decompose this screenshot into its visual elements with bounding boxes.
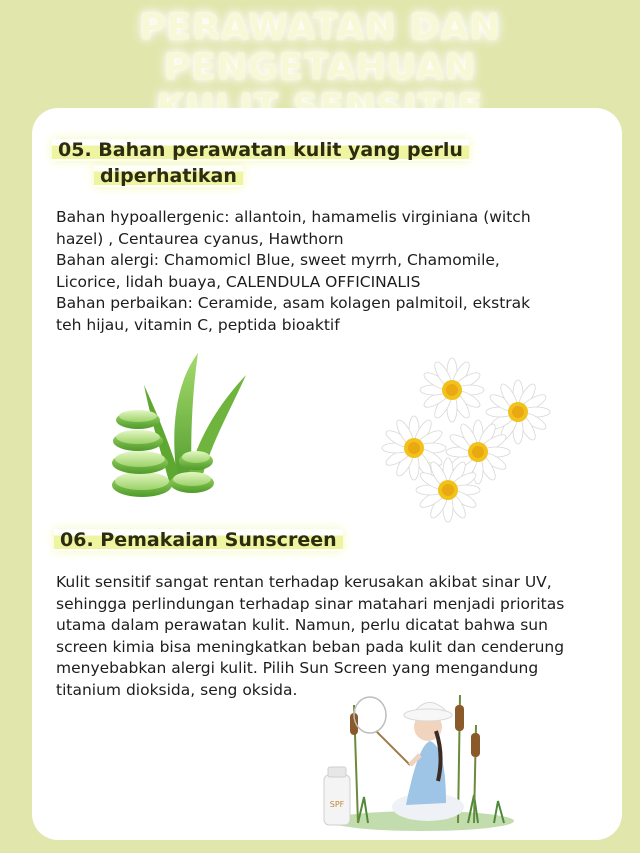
section-heading-ingredients — [52, 138, 522, 188]
section-heading-sunscreen: 06. Pemakaian Sunscreen — [54, 528, 343, 552]
sunscreen-line: titanium dioksida, seng oksida. — [56, 680, 298, 699]
section-heading-ingredients-line-2: diperhatikan — [94, 165, 243, 187]
page-title-line-1: PERAWATAN DAN PENGETAHUAN — [139, 7, 501, 88]
sunscreen-line: sehingga perlindungan terhadap sinar matahari menjadi prioritas — [56, 594, 565, 613]
sunscreen-line: menyebabkan alergi kulit. Pilih Sun Screen yang mengandung — [56, 659, 539, 677]
ingredients-line: hazel) , Centaurea cyanus, Hawthorn — [56, 229, 344, 248]
sunscreen-line: screen kimia bisa meningkatkan beban pada kulit dan cenderung — [56, 637, 565, 656]
ingredients-line: Bahan alergi: Chamomicl Blue, sweet myrrh, Chamomile, — [56, 251, 500, 269]
chamomile-flowers-image — [372, 348, 562, 528]
sunscreen-line: utama dalam perawatan kulit. Namun, perlu dicatat bahwa sun — [56, 616, 548, 634]
ingredients-line: teh hijau, vitamin C, peptida bioaktif — [56, 315, 340, 334]
sunscreen-text — [56, 572, 611, 701]
ingredients-text — [56, 207, 576, 336]
ingredients-line: Licorice, lidah buaya, CALENDULA OFFICINALIS — [56, 272, 421, 291]
sunscreen-line: Kulit sensitif sangat rentan terhadap kerusakan akibat sinar UV, — [56, 573, 552, 591]
section-heading-ingredients-line-1: 05. Bahan perawatan kulit yang perlu — [52, 139, 469, 161]
aloe-vera-image — [100, 345, 250, 505]
girl-sunscreen-illustration — [318, 685, 518, 833]
ingredients-line: Bahan hypoallergenic: allantoin, hamamelis virginiana (witch — [56, 208, 531, 226]
sunscreen-bottle-label: SPF — [329, 800, 345, 809]
ingredients-line: Bahan perbaikan: Ceramide, asam kolagen palmitoil, ekstrak — [56, 294, 531, 312]
